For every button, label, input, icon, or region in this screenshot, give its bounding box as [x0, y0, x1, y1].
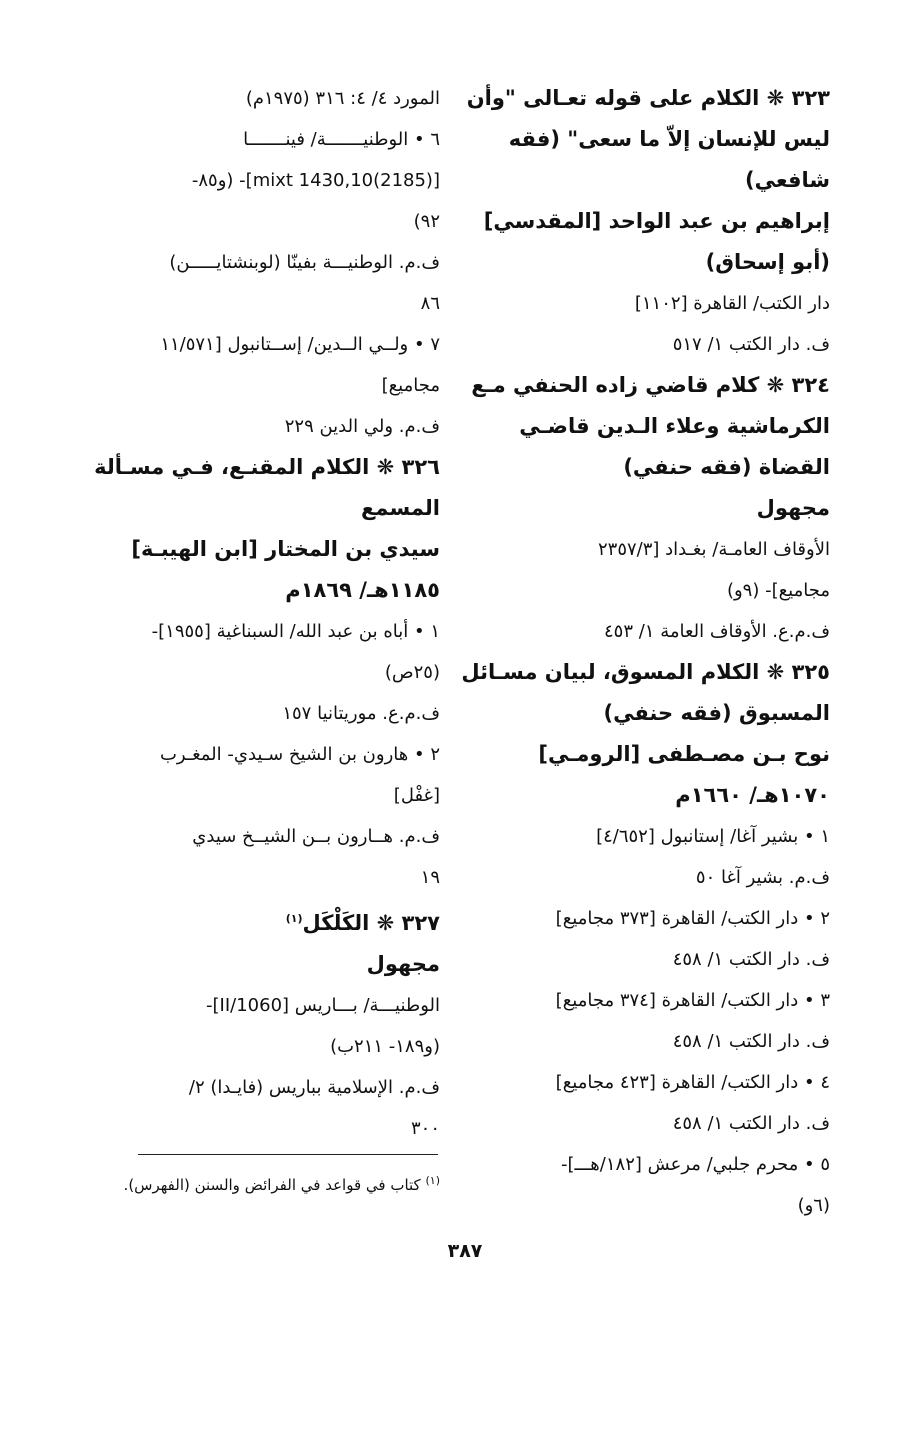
left-column-line-plain: مجاميع] — [381, 375, 440, 396]
right-column-line-plain: دار الكتب/ القاهرة [١١٠٢] — [634, 293, 830, 314]
right-column-line-author: مجهول — [756, 496, 830, 520]
right-column-line-head: ٣٢٣ ❋ الكلام على قوله تعـالى "وأن — [466, 86, 830, 110]
footnote — [100, 1170, 440, 1196]
left-column-line-plain: ف.م. الوطنيـــة بفينّا (لوبنشتايـــــن) — [169, 252, 440, 273]
right-column-line-plain: مجاميع]- (٩و) — [726, 580, 830, 601]
right-column-line-plain: ٣ • دار الكتب/ القاهرة [٣٧٤ مجاميع] — [555, 990, 830, 1011]
left-column-line-author: ١١٨٥هـ/ ١٨٦٩م — [285, 578, 440, 602]
footnote-reference: (١) — [285, 912, 303, 925]
left-column-line-plain: ف.م. ولي الدين ٢٢٩ — [284, 416, 440, 437]
right-column-line-plain: ١ • بشير آغا/ إستانبول [٤/٦٥٢] — [596, 826, 830, 847]
left-column-line-plain: ٧ • ولــي الــدين/ إســتانبول [١١/٥٧١ — [160, 334, 440, 355]
left-column-line-plain: ف.م. الإسلامية بباريس (فايـدا) ٢/ — [188, 1077, 440, 1098]
right-column-line-author: ١٠٧٠هـ/ ١٦٦٠م — [675, 783, 830, 807]
right-column-line-head: ٣٢٤ ❋ كلام قاضي زاده الحنفي مـع — [471, 373, 830, 397]
left-column-line-author: سيدي بن المختار [ابن الهيبـة] — [131, 537, 440, 561]
left-column-line-plain: ٩٢) — [413, 211, 440, 232]
left-column-line-plain: ١ • أباه بن عبد الله/ السبناغية [١٩٥٥]- — [151, 621, 440, 642]
left-column-line-plain: المورد ٤/ ٤: ٣١٦ (١٩٧٥م) — [245, 88, 440, 109]
left-column-line-plain: ١٩ — [420, 867, 440, 888]
right-column-line-plain: ٥ • محرم جلبي/ مرعش [١٨٢/هـــ]- — [560, 1154, 830, 1175]
left-column-line-plain: (٢٥ص) — [384, 662, 440, 683]
right-column-line-head: الكرماشية وعلاء الـدين قاضـي — [519, 414, 830, 438]
right-column-line-plain: ف. دار الكتب ١/ ٤٥٨ — [672, 949, 830, 970]
left-column-line-plain: ٢ • هارون بن الشيخ سـيدي- المغـرب — [159, 744, 440, 765]
right-column-line-author: إبراهيم بن عبد الواحد [المقدسي] — [483, 209, 830, 233]
left-column-line-plain: ٦ • الوطنيـــــــة/ فينـــــــا — [243, 129, 440, 150]
footnote-text: كتاب في قواعد في الفرائض والسنن (الفهرس). — [123, 1176, 421, 1194]
footnote-divider — [138, 1154, 438, 1155]
right-column-line-plain: ف. دار الكتب ١/ ٤٥٨ — [672, 1113, 830, 1134]
right-column-line-head: ٣٢٥ ❋ الكلام المسوق، لبيان مسـائل — [461, 660, 830, 684]
right-column-line-plain: ف.م.ع. الأوقاف العامة ١/ ٤٥٣ — [603, 621, 830, 642]
right-column — [461, 78, 830, 1226]
page-number: ٣٨٧ — [447, 1240, 483, 1262]
right-column-line-plain: ٤ • دار الكتب/ القاهرة [٤٢٣ مجاميع] — [555, 1072, 830, 1093]
right-column-line-plain: (٦و) — [797, 1195, 830, 1216]
right-column-line-head: ليس للإنسان إلاّ ما سعى" (فقه — [508, 127, 830, 151]
footnote-marker: (١) — [425, 1174, 440, 1187]
left-column — [94, 78, 440, 1149]
left-column-line-plain: ٣٠٠ — [410, 1118, 440, 1139]
left-column-line-author: مجهول — [366, 952, 440, 976]
left-column-line-plain: (و١٨٩- ٢١١ب) — [330, 1036, 440, 1057]
left-column-line-head: ٣٢٦ ❋ الكلام المقنـع، فـي مسـألة — [94, 455, 440, 479]
right-column-line-plain: الأوقاف العامـة/ بغـداد [٢٣٥٧/٣ — [597, 539, 830, 560]
left-column-line-plain: ف.م.ع. موريتانيا ١٥٧ — [282, 703, 440, 724]
right-column-line-plain: ف. دار الكتب ١/ ٤٥٨ — [672, 1031, 830, 1052]
left-column-line-plain: ٨٦ — [420, 293, 440, 314]
right-column-line-author: نوح بـن مصـطفى [الرومـي] — [538, 742, 830, 766]
right-column-line-author: (أبو إسحاق) — [705, 250, 830, 274]
right-column-line-plain: ف.م. بشير آغا ٥٠ — [695, 867, 830, 888]
right-column-line-head: المسبوق (فقه حنفي) — [603, 701, 830, 725]
left-column-line-head: ٣٢٧ ❋ الكَلْكَل$^{(١)}$ — [285, 911, 440, 935]
right-column-line-head: شافعي) — [745, 168, 830, 192]
left-column-line-head: المسمع — [361, 496, 440, 520]
left-column-line-plain: الوطنيـــة/ بـــاريس [1060/II]- — [206, 995, 440, 1016]
right-column-line-plain: ٢ • دار الكتب/ القاهرة [٣٧٣ مجاميع] — [555, 908, 830, 929]
left-column-line-plain: [غفْل] — [393, 785, 440, 806]
right-column-line-plain: ف. دار الكتب ١/ ٥١٧ — [672, 334, 830, 355]
left-column-line-plain: ف.م. هــارون بــن الشيــخ سيدي — [192, 826, 440, 847]
right-column-line-head: القضاة (فقه حنفي) — [623, 455, 830, 479]
left-column-line-plain: [mixt 1430,10(2185)]- (و٨٥- — [191, 170, 440, 191]
